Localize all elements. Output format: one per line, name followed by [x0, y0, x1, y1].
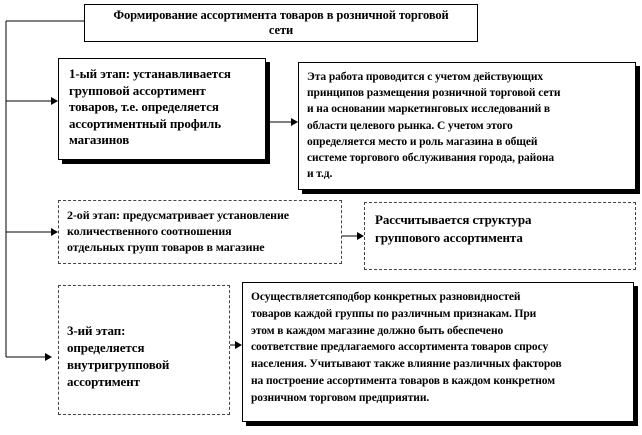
title-text: Формирование ассортимента товаров в розничной торговой сети: [113, 8, 449, 37]
stage-1-detail: Эта работа проводится с учетом действующих принципов размещения розничной торговой сети и на основании маркетинговых исследований в области целевого рынка. С учетом этого определяется место и роль магазина в общей системе торгового обслуживания города, района и т.д.: [307, 71, 561, 181]
stage-2-box: [58, 200, 342, 264]
stage-3-box: [58, 285, 230, 415]
stage-1-detail-box: [298, 62, 636, 190]
stage-1-box: [58, 58, 266, 160]
stage-3-detail: Осуществляетсяподбор конкретных разновидностей товаров каждой группы по различным признакам. При этом в каждом магазине должно быть обеспечено соответствие предлагаемого ассортимента товаров спросу населения. Учитывают также влияние различных факторов на построение ассортимента товаров в каждом конкретном розничном торговом предприятии.: [251, 291, 562, 404]
stage-2-detail-box: [364, 202, 636, 270]
stage-1-label: 1-ый этап: устанавливается групповой ассортимент товаров, т.е. определяется ассортиментный профиль магазинов: [69, 66, 231, 147]
stage-3-label: 3-ий этап: определяется внутригрупповой ассортимент: [67, 323, 170, 389]
stage-3-detail-box: [242, 282, 634, 422]
stage-2-label: 2-ой этап: предусматривает установление количественного соотношения отдельных групп товаров в магазине: [67, 208, 290, 254]
title-box: [84, 4, 478, 42]
stage-2-detail: Рассчитывается структура группового ассортимента: [375, 212, 532, 245]
